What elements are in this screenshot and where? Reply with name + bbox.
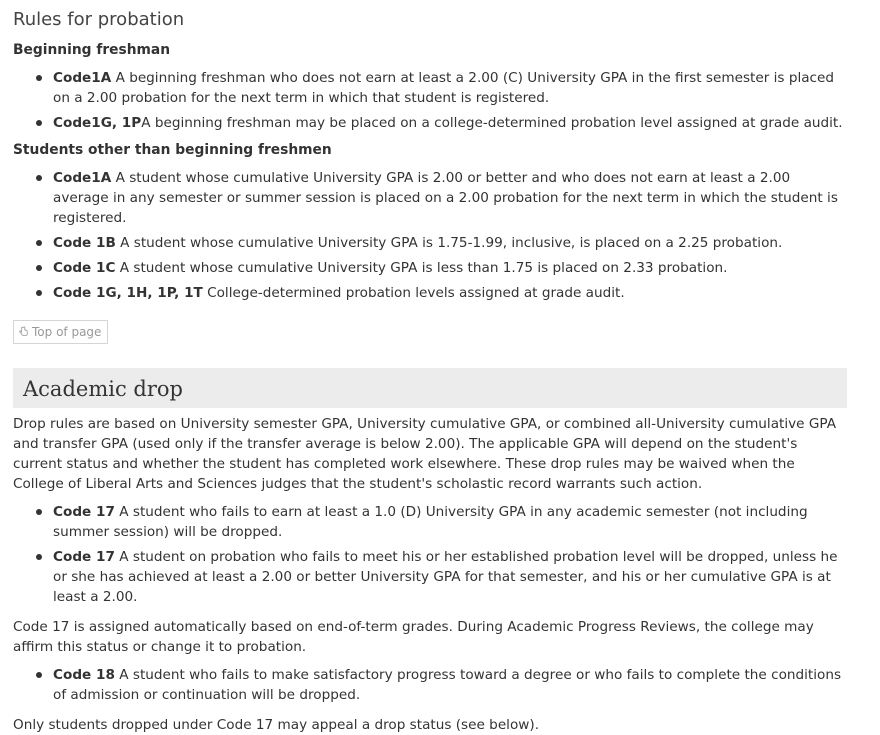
academic-drop-banner bbox=[13, 368, 847, 408]
item-text: A beginning freshman may be placed on a college-determined probation level assigned at grade audit. bbox=[141, 115, 843, 131]
others-list bbox=[13, 168, 847, 303]
list-item bbox=[53, 665, 847, 705]
code-label: Code 17 bbox=[53, 504, 115, 520]
list-item bbox=[53, 68, 847, 108]
drop-intro: Drop rules are based on University semester GPA, University cumulative GPA, or combined all-University cumulative GPA and transfer GPA (used only if the transfer average is below 2.00). The applicable GPA will depend on the student's current status and whether the student has completed work elsewhere. These drop rules may be waived when the College of Liberal Arts and Sciences judges that the student's scholastic record warrants such action. bbox=[13, 416, 837, 492]
code-label: Code1G, 1P bbox=[53, 115, 142, 131]
code-label: Code 1B bbox=[53, 235, 116, 251]
code-label: Code 17 bbox=[53, 549, 115, 565]
page-content bbox=[13, 7, 847, 735]
list-item bbox=[53, 502, 847, 542]
list-item bbox=[53, 258, 847, 278]
academic-drop-title: Academic drop bbox=[23, 377, 183, 401]
code-label: Code1A bbox=[53, 170, 112, 186]
drop-list-a bbox=[13, 502, 847, 607]
freshman-list bbox=[13, 68, 847, 133]
list-item bbox=[53, 168, 847, 228]
code-label: Code 1C bbox=[53, 260, 116, 276]
item-text: A beginning freshman who does not earn at least a 2.00 (C) University GPA in the first semester is placed on a 2.00 probation for the next term in which that student is registered. bbox=[53, 70, 835, 106]
list-item bbox=[53, 113, 847, 133]
item-text: A student on probation who fails to meet his or her established probation level will be dropped, unless he or she has achieved at least a 2.00 or better University GPA for that semester, and his or her cumulative GPA is at least a 2.00. bbox=[53, 549, 838, 605]
item-text: A student who fails to make satisfactory progress toward a degree or who fails to complete the conditions of admission or continuation will be dropped. bbox=[53, 667, 842, 703]
appeal-note: Only students dropped under Code 17 may appeal a drop status (see below). bbox=[13, 717, 540, 733]
item-text: College-determined probation levels assigned at grade audit. bbox=[202, 285, 625, 301]
freshman-heading: Beginning freshman bbox=[13, 42, 171, 58]
hand-pointer-icon bbox=[18, 326, 29, 337]
code-17-note: Code 17 is assigned automatically based on end-of-term grades. During Academic Progress Reviews, the college may affirm this status or change it to probation. bbox=[13, 619, 814, 655]
top-of-page-label: Top of page bbox=[32, 325, 102, 339]
probation-title: Rules for probation bbox=[13, 9, 185, 30]
item-text: A student who fails to earn at least a 1.0 (D) University GPA in any academic semester (not including summer session) will be dropped. bbox=[53, 504, 808, 540]
item-text: A student whose cumulative University GPA is 2.00 or better and who does not earn at least a 2.00 average in any semester or summer session is placed on a 2.00 probation for the next term in which the student is registered. bbox=[53, 170, 838, 226]
item-text: A student whose cumulative University GPA is less than 1.75 is placed on 2.33 probation. bbox=[115, 260, 728, 276]
code-label: Code 18 bbox=[53, 667, 115, 683]
list-item bbox=[53, 283, 847, 303]
list-item bbox=[53, 233, 847, 253]
drop-list-b bbox=[13, 665, 847, 705]
others-heading: Students other than beginning freshmen bbox=[13, 142, 332, 158]
code-label: Code1A bbox=[53, 70, 112, 86]
item-text: A student whose cumulative University GPA is 1.75-1.99, inclusive, is placed on a 2.25 probation. bbox=[115, 235, 783, 251]
top-of-page-link[interactable] bbox=[13, 320, 108, 344]
list-item bbox=[53, 547, 847, 607]
code-label: Code 1G, 1H, 1P, 1T bbox=[53, 285, 203, 301]
